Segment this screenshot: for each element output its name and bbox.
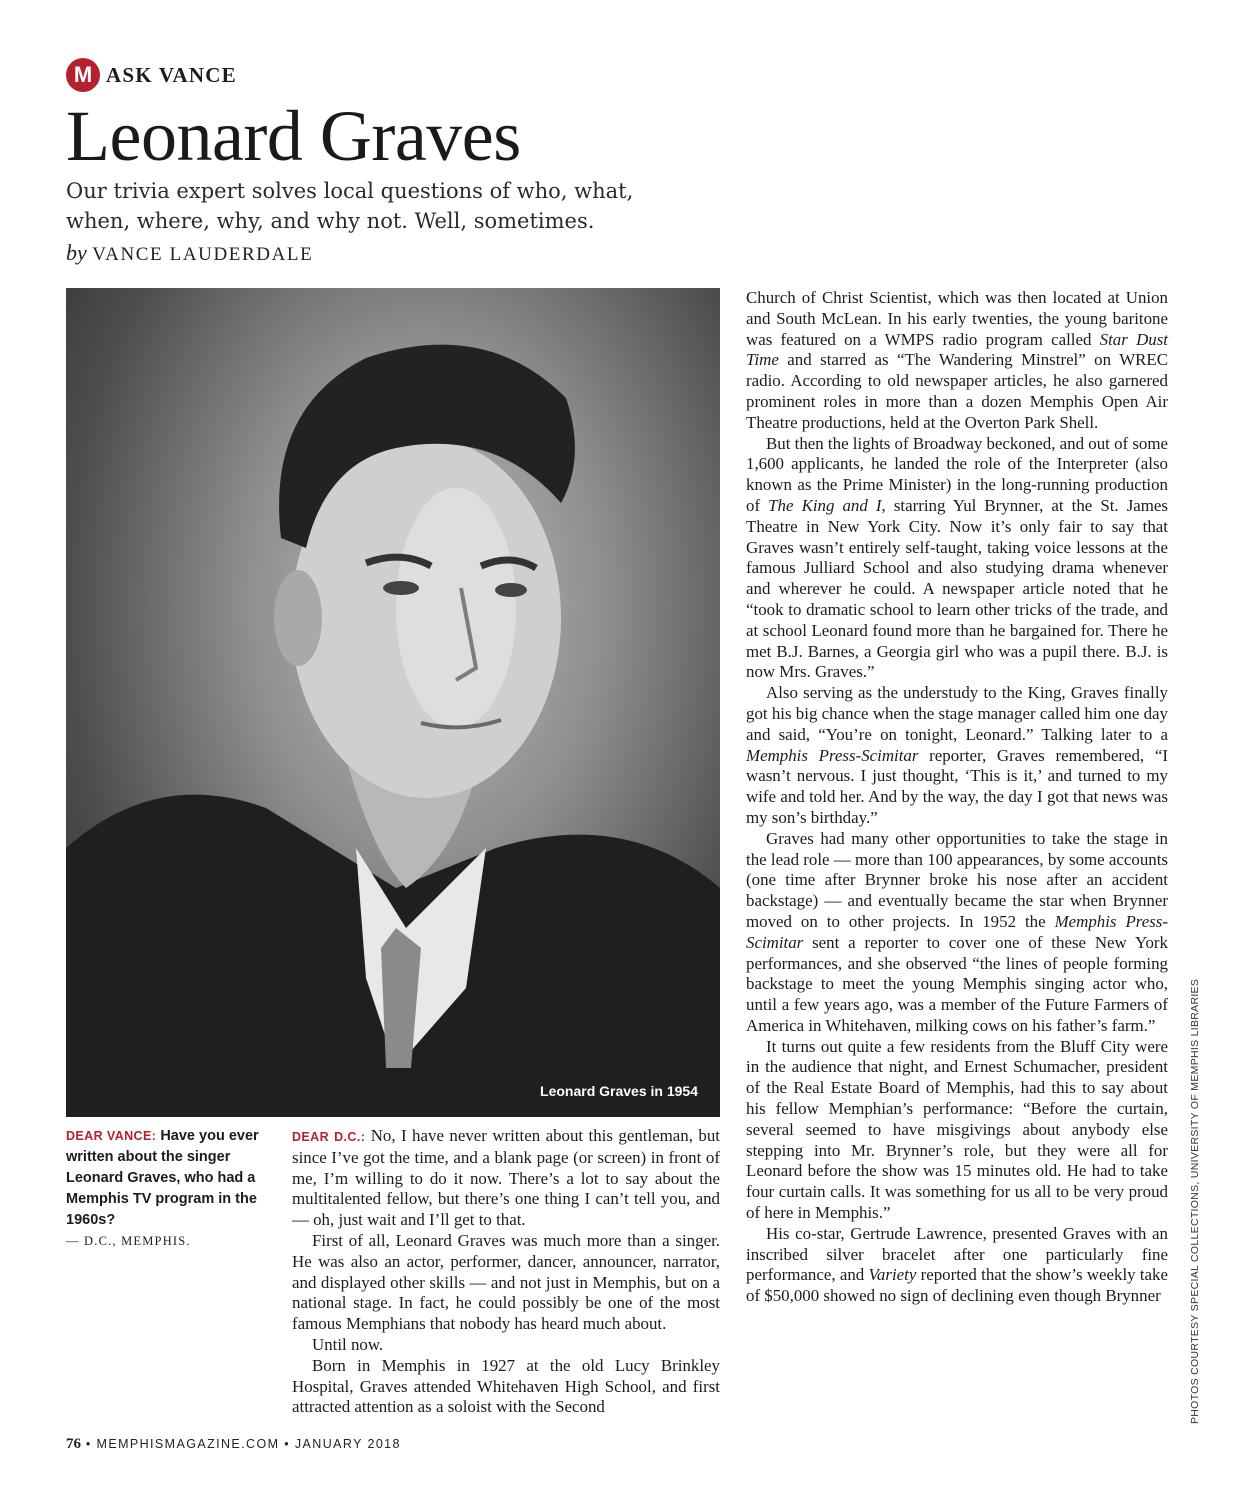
body-paragraph [746,683,1168,829]
newspaper-title: Memphis Press-Scimitar [746,911,1168,952]
memphis-logo-icon: M [66,58,100,92]
reader-question [66,1126,272,1252]
body-paragraph [746,434,1168,684]
byline-prefix: by [66,240,87,265]
byline [66,240,313,266]
text-run: reporter, Graves remembered, “I wasn’t nervous. I just thought, ‘This is it,’ and turned to my wife and told her. And by the way, the day I got that news was my son’s birthday.” [746,745,1168,827]
photo-caption: Leonard Graves in 1954 [540,1083,698,1099]
newspaper-title: Memphis Press-Scimitar [746,745,919,765]
body-column-middle [292,1126,720,1418]
body-paragraph [746,829,1168,1037]
footer-text: • MEMPHISMAGAZINE.COM • JANUARY 2018 [81,1437,401,1451]
portrait-photo [66,288,720,1117]
body-column-right [746,288,1168,1307]
section-label: ASK VANCE [106,62,237,87]
section-header [66,58,237,92]
article-dek: Our trivia expert solves local questions of who, what, when, where, why, and why not. Well, sometimes. [66,179,634,233]
text-run: and starred as “The Wandering Minstrel” on WREC radio. According to old newspaper articles, he also garnered prominent roles in more than a dozen Memphis Open Air Theatre productions, held at the Overton Park Shell. [746,350,1168,432]
byline-author: VANCE LAUDERDALE [92,244,314,265]
text-run: reported that the show’s weekly take of $50,000 showed no sign of declining even though Brynner [746,1265,1168,1306]
body-paragraph: First of all, Leonard Graves was much more than a singer. He was also an actor, performer, dancer, announcer, narrator, and displayed other skills — and not just in Memphis, but on a national stage. In fact, he could possibly be one of the most famous Memphians that nobody has heard much about. [292,1230,720,1334]
text-run: Graves had many other opportunities to take the stage in the lead role — more than 100 appearances, by some accounts (one time after Brynner broke his nose after an accident backstage) — and eventually became the star when Brynner moved on to other projects. In 1952 the [746,828,1168,931]
program-title: Star Dust Time [746,329,1168,370]
question-lead: DEAR VANCE: [66,1129,157,1143]
answer-lead: DEAR D.C.: [292,1130,366,1144]
show-title: The King and I [768,495,882,515]
text-run: , starring Yul Brynner, at the St. James Theatre in New York City. Now it’s only fair to say that Graves wasn’t entirely self-taught, taking voice lessons at the famous Julliard School and also studying drama whenever and wherever he could. A newspaper article noted that he “took to dramatic school to learn other tricks of the trade, and at school Leonard found more than he bargained for. There he met B.J. Barnes, a Georgia girl who was a pupil there. B.J. is now Mrs. Graves.” [746,495,1168,682]
text-run: His co-star, Gertrude Lawrence, presented Graves with an inscribed silver bracelet after one particularly fine performance, and [746,1223,1168,1285]
publication-title: Variety [868,1265,917,1285]
page-number: 76 [66,1436,81,1452]
body-paragraph [746,288,1168,434]
question-text: Have you ever written about the singer Leonard Graves, who had a Memphis TV program in the 1960s? [66,1128,259,1228]
page-footer [66,1436,401,1453]
body-paragraph: Born in Memphis in 1927 at the old Lucy Brinkley Hospital, Graves attended Whitehaven High School, and first attracted attention as a soloist with the Second [292,1355,720,1417]
text-run: sent a reporter to cover one of these New York performances, and she observed “the lines of people forming backstage to meet the young Memphis singing actor who, until a few years ago, was a member of the Future Farmers of America in Whitehaven, milking cows on his father’s farm.” [746,932,1168,1035]
text-run: Church of Christ Scientist, which was then located at Union and South McLean. In his early twenties, the young baritone was featured on a WMPS radio program called [746,288,1168,349]
question-signature: — D.C., MEMPHIS. [66,1234,191,1248]
text-run: But then the lights of Broadway beckoned, and out of some 1,600 applicants, he landed the role of the Interpreter (also known as the Prime Minister) in the long-running production of [746,433,1169,515]
body-paragraph: It turns out quite a few residents from the Bluff City were in the audience that night, and Ernest Schumacher, president of the Real Estate Board of Memphis, had this to say about his fellow Memphian’s performance: “Before the curtain, several seemed to have misgivings about anybody else stepping into Mr. Brynner’s role, but they were all for Leonard before the show was 15 minutes old. He had to take four curtain calls. It was something for us all to be very proud of here in Memphis.” [746,1036,1168,1223]
body-paragraph [746,1224,1168,1307]
text-run: Also serving as the understudy to the King, Graves finally got his big chance when the stage manager called him one day and said, “You’re on tonight, Leonard.” Talking later to a [746,683,1168,744]
photo-credit: PHOTOS COURTESY SPECIAL COLLECTIONS, UNIVERSITY OF MEMPHIS LIBRARIES [1189,978,1201,1424]
portrait-illustration [66,288,720,1117]
answer-text: No, I have never written about this gentleman, but since I’ve got the time, and a blank page (or screen) in front of me, I’m willing to do it now. There’s a lot to say about the multitalented fellow, but there’s one thing I can’t tell you, and — oh, just wait and I’ll get to that. [292,1126,720,1230]
article-title: Leonard Graves [66,96,521,176]
body-paragraph: Until now. [312,1334,384,1354]
answer-paragraph [292,1126,720,1231]
